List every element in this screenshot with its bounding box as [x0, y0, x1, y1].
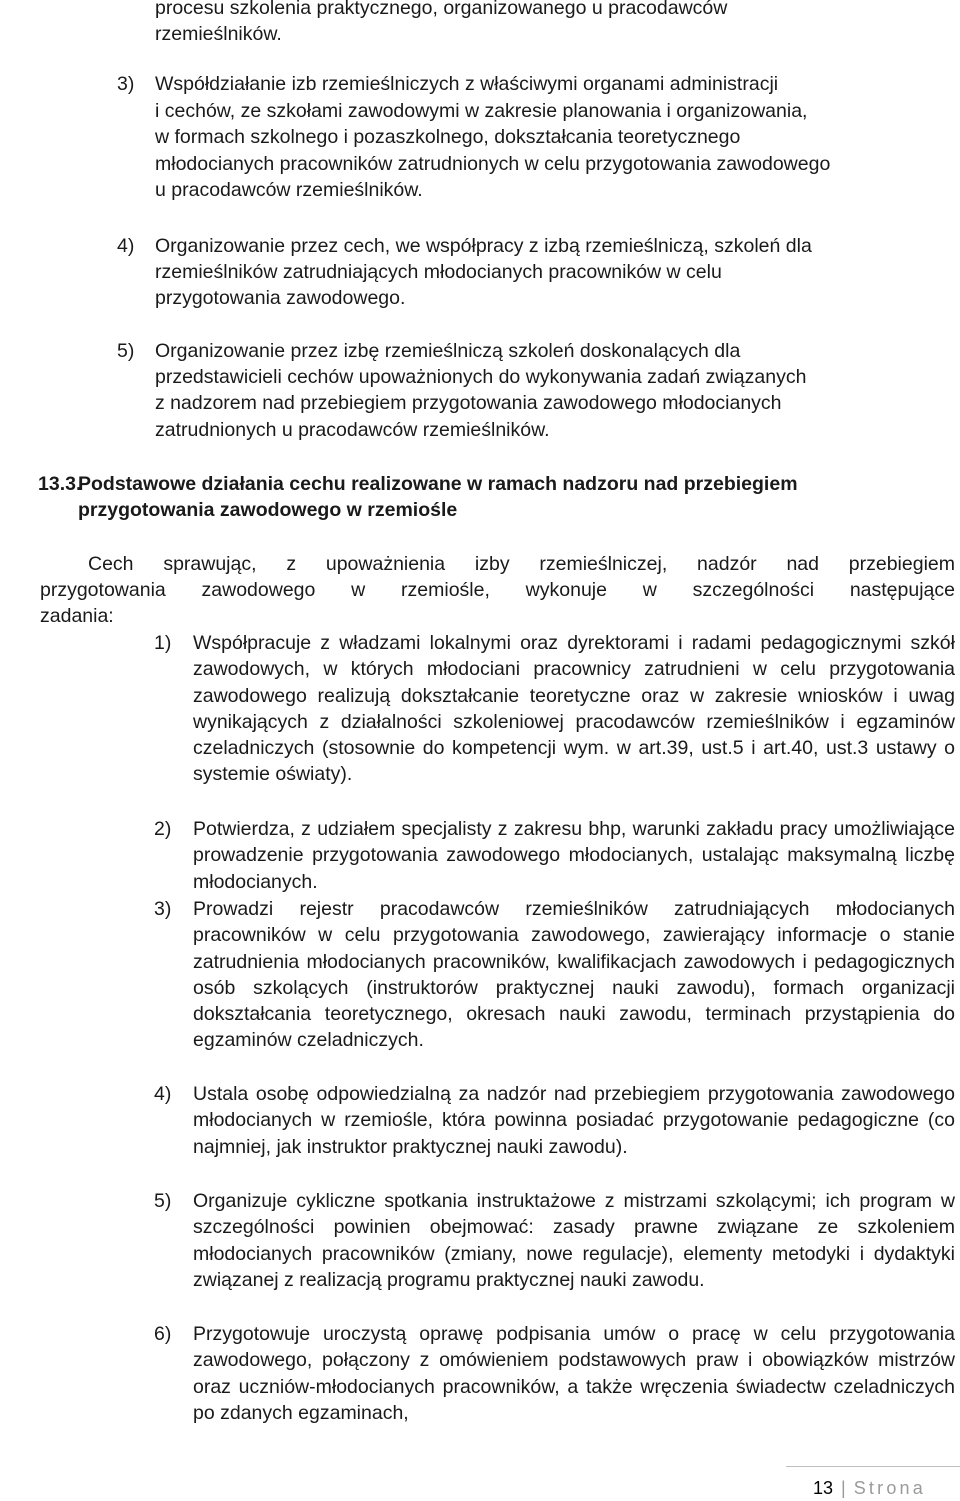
list-item-line: przedstawicieli cechów upoważnionych do wykonywania zadań związanych [155, 366, 807, 388]
list-item-line: Organizowanie przez cech, we współpracy z izbą rzemieślniczą, szkoleń dla [155, 235, 812, 257]
list-number: 3) [117, 73, 135, 95]
list-item-line: zatrudnionych u pracodawców rzemieślników. [155, 419, 550, 441]
list-item-line: z nadzorem nad przebiegiem przygotowania zawodowego młodocianych [155, 392, 782, 414]
list-item-line: i cechów, ze szkołami zawodowymi w zakresie planowania i organizowania, [155, 100, 808, 122]
footer-divider [786, 1466, 960, 1467]
page-number: 13 [813, 1478, 834, 1498]
task-item: Przygotowuje uroczystą oprawę podpisania umów o pracę w celu przygotowania zawodowego, połączony z omówieniem podstawowych praw i obowiązków mistrzów oraz uczniów-młodocianych pracowników, a także wręczenia świadectw czeladniczych po zdanych egzaminach, [193, 1323, 955, 1424]
page-footer [813, 1475, 926, 1501]
footer-label: Strona [853, 1478, 926, 1498]
list-item-line: przygotowania zawodowego. [155, 287, 406, 309]
section-title: przygotowania zawodowego w rzemiośle [78, 499, 458, 521]
task-number: 3) [154, 898, 172, 920]
section-number: 13.3. [38, 473, 82, 495]
task-item: Współpracuje z władzami lokalnymi oraz dyrektorami i radami pedagogicznymi szkół zawodowych, w których młodociani pracownicy zatrudnieni w celu przygotowania zawodowego realizują dokształcanie teoretyczne oraz w zakresie wniosków i uwag wynikających z działalności szkoleniowej pracodawców rzemieślników i egzaminów czeladniczych (stosownie do kompetencji wym. w art.39, ust.5 i art.40, ust.3 ustawy o systemie oświaty). [193, 632, 955, 786]
task-item: Potwierdza, z udziałem specjalisty z zakresu bhp, warunki zakładu pracy umożliwiające prowadzenie przygotowania zawodowego młodocianych, ustalając maksymalną liczbę młodocianych. [193, 818, 955, 893]
footer-separator: | [841, 1478, 846, 1498]
task-number: 6) [154, 1323, 172, 1345]
task-number: 2) [154, 818, 172, 840]
list-item-line: w formach szkolnego i pozaszkolnego, dokształcania teoretycznego [155, 126, 741, 148]
list-item-line: młodocianych pracowników zatrudnionych w celu przygotowania zawodowego [155, 153, 831, 175]
text-line: rzemieślników. [155, 23, 282, 45]
intro-line: przygotowania zawodowego w rzemiośle, wykonuje w szczególności następujące [40, 579, 955, 601]
list-number: 5) [117, 340, 135, 362]
intro-line: zadania: [40, 605, 114, 627]
section-title: Podstawowe działania cechu realizowane w ramach nadzoru nad przebiegiem [78, 473, 798, 495]
task-item: Ustala osobę odpowiedzialną za nadzór nad przebiegiem przygotowania zawodowego młodocianych w rzemiośle, która powinna posiadać przygotowanie pedagogiczne (co najmniej, jak instruktor praktycznej nauki zawodu). [193, 1083, 955, 1158]
task-number: 4) [154, 1083, 172, 1105]
task-number: 1) [154, 632, 172, 654]
list-number: 4) [117, 235, 135, 257]
text-line: procesu szkolenia praktycznego, organizowanego u pracodawców [155, 0, 728, 19]
list-item-line: Współdziałanie izb rzemieślniczych z właściwymi organami administracji [155, 73, 779, 95]
list-item-line: Organizowanie przez izbę rzemieślniczą szkoleń doskonalących dla [155, 340, 741, 362]
intro-line: Cech sprawując, z upoważnienia izby rzemieślniczej, nadzór nad przebiegiem [88, 553, 955, 575]
list-item-line: rzemieślników zatrudniających młodocianych pracowników w celu [155, 261, 722, 283]
list-item-line: u pracodawców rzemieślników. [155, 179, 423, 201]
task-item: Prowadzi rejestr pracodawców rzemieślników zatrudniających młodocianych pracowników w celu przygotowania zawodowego, zawierający informacje o stanie zatrudnienia młodocianych pracowników, kwalifikacjach zawodowych i pedagogicznych osób szkolących (instruktorów praktycznej nauki zawodu), formach organizacji dokształcania teoretycznego, okresach nauki zawodu, terminach przystąpienia do egzaminów czeladniczych. [193, 898, 955, 1052]
task-item: Organizuje cykliczne spotkania instruktażowe z mistrzami szkolącymi; ich program w szczególności powinien obejmować: zasady prawne związane ze szkoleniem młodocianych pracowników (zmiany, nowe regulacje), elementy metodyki i dydaktyki związanej z realizacją programu praktycznej nauki zawodu. [193, 1190, 955, 1291]
task-number: 5) [154, 1190, 172, 1212]
